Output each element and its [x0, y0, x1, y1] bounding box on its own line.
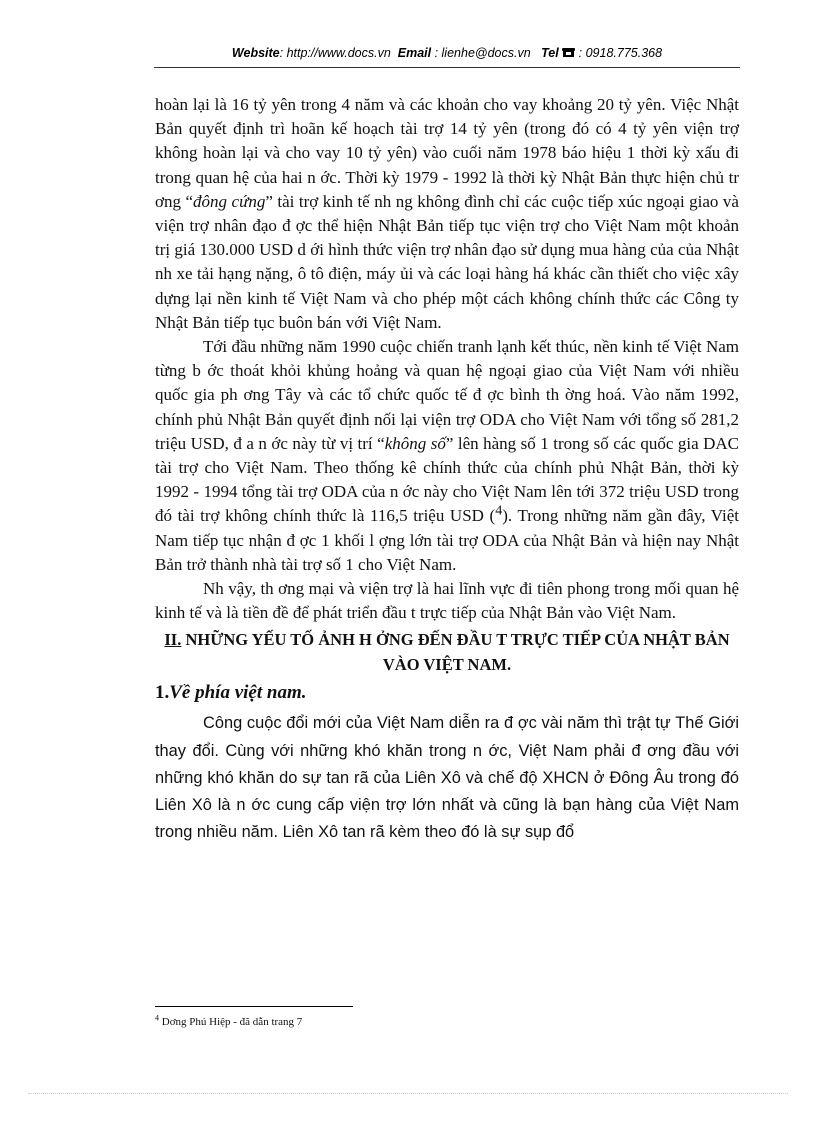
website-label: Website [231, 46, 280, 60]
header-divider [154, 67, 740, 68]
phone-icon [562, 47, 575, 61]
paragraph-1-italic: đông cứng [193, 191, 266, 211]
section-heading [155, 627, 739, 677]
email-label: Email [397, 46, 432, 60]
tel-value: : 0918.775.368 [575, 46, 663, 60]
footnote-reference[interactable]: 4 [495, 502, 503, 519]
document-body [155, 93, 739, 846]
paragraph-2-italic: không số [384, 433, 446, 453]
subheading [155, 680, 739, 706]
subheading-title: Về phía việt nam. [169, 682, 307, 704]
page-header [154, 46, 740, 66]
paragraph-1-text: hoàn lại là 16 tỷ yên trong 4 năm và các khoản cho vay khoảng 20 tỷ yên. Việc Nhật Bản quyết định trì hoãn kế hoạch tài trợ 14 tỷ yên (trong đó có 4 tỷ yên viện trợ không hoàn lại và cho vay 10 tỷ yên) vào cuối năm 1978 báo hiệu 1 thời kỳ xấu đi trong quan hệ của hai n ớc. Thời kỳ 1979 - 1992 là thời kỳ Nhật Bản thực hiện chủ tr ơng “ [155, 95, 739, 211]
website-url[interactable]: : http://www.docs.vn [279, 46, 391, 60]
paragraph-1-rest: ” tài trợ kinh tế nh ng không đình chỉ các cuộc tiếp xúc ngoại giao và viện trợ nhân đạo đ ợc thể hiện Nhật Bản tiếp tục viện trợ cho Việt Nam một khoản trị giá 130.000 USD d ới hình thức viện trợ nhân đạo sử dụng mua hàng của của Nhật nh xe tải hạng nặng, ô tô điện, máy ủi và các loại hàng há khác cần thiết cho việc xây dựng lại nền kinh tế Việt Nam và cho phép một cách không chính thức các Công ty Nhật Bản tiếp tục buôn bán với Việt Nam. [155, 191, 739, 332]
page-bottom-border [28, 1093, 788, 1094]
paragraph-2-text-a: Tới đầu những năm 1990 cuộc chiến tranh lạnh kết thúc, nền kinh tế Việt Nam từng b ớc thoát khỏi khủng hoảng và quan hệ ngoại giao của Việt Nam với nhiều quốc gia ph ơng Tây và các tổ chức quốc tế đ ợc bình th ờng hoá. Vào năm 1992, chính phủ Nhật Bản quyết định nối lại viện trợ ODA cho Việt Nam với tổng số 281,2 triệu USD, đ a n ớc này từ vị trí “ [155, 337, 739, 453]
footnote-marker: 4 [155, 1013, 159, 1023]
footnote [155, 1013, 303, 1028]
section-number: II. [164, 630, 182, 650]
section-title: NHỮNG YẾU TỐ ẢNH H ỞNG ĐẾN ĐẦU T TRỰC TIẾP CỦA NHẬT BẢN VÀO VIỆT NAM [181, 630, 730, 675]
footnote-text: Dơng Phú Hiệp - đã dẫn trang 7 [159, 1016, 303, 1028]
paragraph-1 [155, 93, 739, 335]
email-value[interactable]: : lienhe@docs.vn [431, 46, 531, 60]
paragraph-3: Nh vậy, th ơng mại và viện trợ là hai lĩnh vực đi tiên phong trong mối quan hệ kinh tế và là tiền đề để phát triển đầu t trực tiếp của Nhật Bản vào Việt Nam. [155, 579, 739, 623]
paragraph-2-text-c: ). Trong những năm gần đây, Việt Nam tiếp tục nhận đ ợc 1 khối l ợng lớn tài trợ ODA của Nhật Bản và hiện nay Nhật Bản trở thành nhà tài trợ số 1 cho Việt Nam. [155, 506, 739, 574]
paragraph-2 [155, 335, 739, 577]
paragraph-2-text-b: ” lên hàng số 1 trong số các quốc gia DAC tài trợ cho Việt Nam. Theo thống kê chính thức của chính phủ Nhật Bản, thời kỳ 1992 - 1994 tổng tài trợ ODA của n ớc này cho Việt Nam lên tới 372 triệu USD trong đó tài trợ không chính thức là 116,5 triệu USD ( [155, 433, 739, 526]
paragraph-4: Công cuộc đổi mới của Việt Nam diễn ra đ ợc vài năm thì trật tự Thế Giới thay đổi. Cùng với những khó khăn trong n ớc, Việt Nam phải đ ơng đầu với những khó khăn do sự tan rã của Liên Xô và chế độ XHCN ở Đông Âu trong đó Liên Xô là n ớc cung cấp viện trợ lớn nhất và cũng là bạn hàng của Việt Nam trong nhiều năm. Liên Xô tan rã kèm theo đó là sự sụp đổ [155, 714, 739, 842]
subheading-number: 1. [155, 682, 170, 704]
tel-label: Tel [541, 46, 559, 60]
section-title-end: . [506, 655, 512, 675]
footnote-divider [155, 1006, 353, 1007]
